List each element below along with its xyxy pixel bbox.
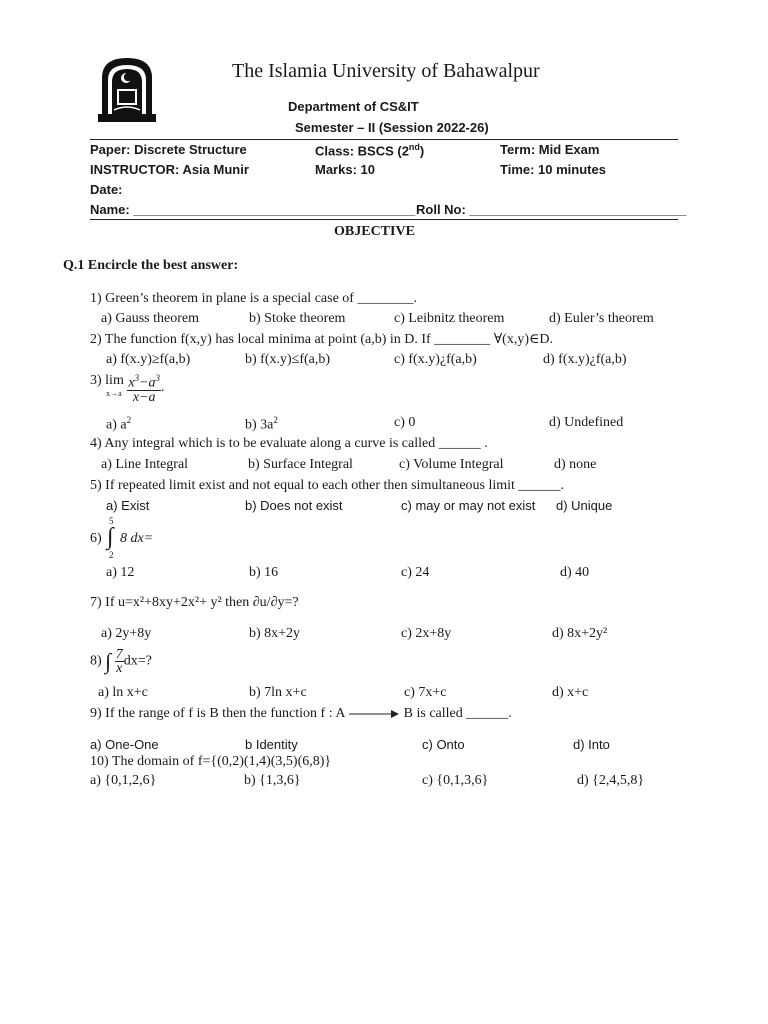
header-bottom-divider xyxy=(90,219,678,220)
q5-option-b[interactable]: b) Does not exist xyxy=(245,498,343,513)
q9-option-a[interactable]: a) One-One xyxy=(90,737,159,752)
q2-option-b[interactable]: b) f(x.y)≤f(a,b) xyxy=(245,352,331,367)
q4-option-a[interactable]: a) Line Integral xyxy=(101,457,189,472)
question-7-stem: 7) If u=x²+8xy+2x²+ y² then ∂u/∂y=? xyxy=(90,595,299,610)
q4-option-c[interactable]: c) Volume Integral xyxy=(399,457,504,472)
question-3-stem: 3) lim x→a $\frac{x^3-a^3}{x-a}$ . xyxy=(90,373,165,405)
q6-option-d[interactable]: d) 40 xyxy=(560,565,590,580)
q10-option-c[interactable]: c) {0,1,3,6} xyxy=(422,773,489,788)
university-name: The Islamia University of Bahawalpur xyxy=(232,60,540,82)
integral-sign: ∫ xyxy=(105,648,112,674)
q9-option-b[interactable]: b Identity xyxy=(245,737,298,752)
question-10-stem: 10) The domain of f={(0,2)(1,4)(3,5)(6,8)} xyxy=(90,754,332,769)
roll-no-field[interactable]: Roll No: ______________________________ xyxy=(416,202,687,217)
time-label: Time: 10 minutes xyxy=(500,162,606,177)
q3-option-b[interactable]: b) $3a^2$ xyxy=(245,415,278,433)
question-8-stem: 8) ∫ $\frac{7}{x}$ dx=? xyxy=(90,647,152,676)
q8-option-a[interactable]: a) ln x+c xyxy=(98,685,148,700)
q5-option-d[interactable]: d) Unique xyxy=(556,498,613,513)
question-1-stem: 1) Green’s theorem in plane is a special case of ________. xyxy=(90,291,417,306)
q5-option-c[interactable]: c) may or may not exist xyxy=(401,498,536,513)
q8-option-b[interactable]: b) 7ln x+c xyxy=(249,685,307,700)
semester-info: Semester – II (Session 2022-26) xyxy=(295,120,489,135)
question-6-prefix: 6) xyxy=(90,531,102,546)
section-title: OBJECTIVE xyxy=(334,224,415,239)
q10-option-b[interactable]: b) {1,3,6} xyxy=(244,773,301,788)
q6-option-b[interactable]: b) 16 xyxy=(249,565,279,580)
q2-option-c[interactable]: c) f(x.y)¿f(a,b) xyxy=(394,352,477,367)
question-9-stem: 9) If the range of f is B then the function f : A B is called ______. xyxy=(90,706,512,721)
q3-option-c[interactable]: c) 0 xyxy=(394,415,416,430)
q1-option-c[interactable]: c) Leibnitz theorem xyxy=(394,311,505,326)
question-4-stem: 4) Any integral which is to be evaluate along a curve is called ______ . xyxy=(90,436,488,451)
paper-label: Paper: Discrete Structure xyxy=(90,142,247,157)
q1-option-d[interactable]: d) Euler’s theorem xyxy=(549,311,654,326)
instructor-label: INSTRUCTOR: Asia Munir xyxy=(90,162,249,177)
q4-option-b[interactable]: b) Surface Integral xyxy=(248,457,353,472)
q7-option-b[interactable]: b) 8x+2y xyxy=(249,626,301,641)
q4-option-d[interactable]: d) none xyxy=(554,457,597,472)
q7-option-a[interactable]: a) 2y+8y xyxy=(101,626,152,641)
question-2-stem: 2) The function f(x,y) has local minima at point (a,b) in D. If ________ ∀(x,y)∈D. xyxy=(90,332,553,347)
arrow-right-icon xyxy=(348,709,400,719)
question-6-integrand: 8 dx= xyxy=(120,531,154,546)
q9-option-d[interactable]: d) Into xyxy=(573,737,610,752)
q7-option-d[interactable]: d) 8x+2y² xyxy=(552,626,608,641)
q2-option-d[interactable]: d) f(x.y)¿f(a,b) xyxy=(543,352,627,367)
q5-option-a[interactable]: a) Exist xyxy=(106,498,150,513)
q3-option-d[interactable]: d) Undefined xyxy=(549,415,624,430)
q6-option-a[interactable]: a) 12 xyxy=(106,565,135,580)
q2-option-a[interactable]: a) f(x.y)≥f(a,b) xyxy=(106,352,191,367)
q3-fraction: $\frac{x^3-a^3}{x-a}$ xyxy=(128,373,161,405)
class-label: Class: BSCS (2nd) xyxy=(315,142,425,159)
integral-lower-limit: 2 xyxy=(109,550,114,560)
q8-option-c[interactable]: c) 7x+c xyxy=(404,685,447,700)
header-divider xyxy=(90,139,678,140)
instruction: Q.1 Encircle the best answer: xyxy=(63,258,239,273)
q8-option-d[interactable]: d) x+c xyxy=(552,685,589,700)
q6-option-c[interactable]: c) 24 xyxy=(401,565,430,580)
q10-option-d[interactable]: d) {2,4,5,8} xyxy=(577,773,645,788)
q1-option-b[interactable]: b) Stoke theorem xyxy=(249,311,346,326)
marks-label: Marks: 10 xyxy=(315,162,375,177)
name-field[interactable]: Name: _______________________________________ xyxy=(90,202,416,217)
limit-subscript: x→a xyxy=(106,389,122,399)
department-name: Department of CS&IT xyxy=(288,99,419,114)
q3-option-a[interactable]: a) $a^2$ xyxy=(106,415,132,433)
term-label: Term: Mid Exam xyxy=(500,142,600,157)
q9-option-c[interactable]: c) Onto xyxy=(422,737,465,752)
q10-option-a[interactable]: a) {0,1,2,6} xyxy=(90,773,157,788)
integral-sign: ∫ xyxy=(107,524,114,550)
q7-option-c[interactable]: c) 2x+8y xyxy=(401,626,452,641)
question-5-stem: 5) If repeated limit exist and not equal to each other then simultaneous limit ______. xyxy=(90,478,564,493)
q8-fraction: $\frac{7}{x}$ xyxy=(115,647,123,676)
university-logo xyxy=(98,56,156,122)
integral-upper-limit: 5 xyxy=(109,516,114,526)
date-label: Date: xyxy=(90,182,123,197)
q1-option-a[interactable]: a) Gauss theorem xyxy=(101,311,199,326)
